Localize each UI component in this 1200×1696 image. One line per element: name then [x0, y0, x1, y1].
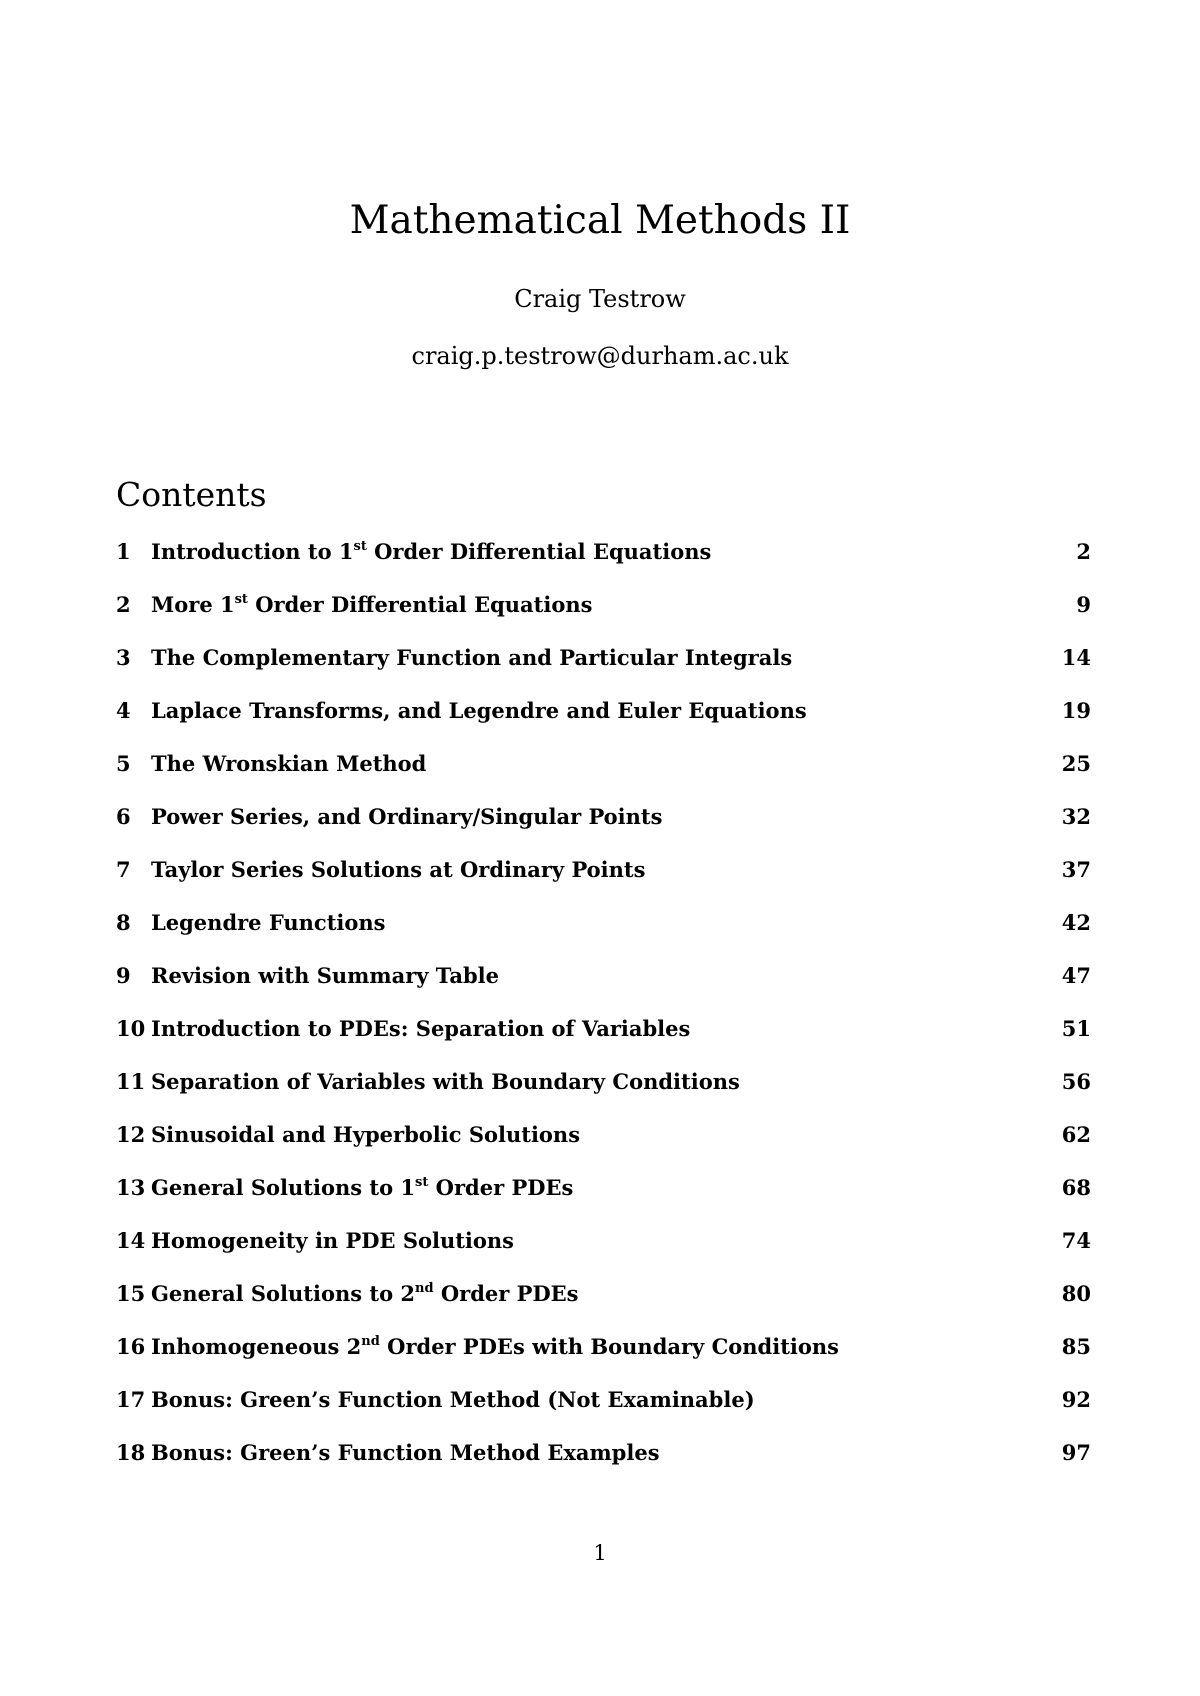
toc-section-number: 12 — [116, 1122, 146, 1147]
toc-title-text: Introduction to PDEs: Separation of Variables — [151, 1016, 691, 1041]
toc-section-title — [151, 1067, 1062, 1097]
toc-entry[interactable] — [116, 1014, 1091, 1067]
toc-entry[interactable] — [116, 855, 1091, 908]
toc-page-number: 97 — [1061, 1440, 1091, 1465]
toc-section-title — [151, 1279, 1062, 1309]
toc-section-title — [151, 590, 1076, 620]
toc-section-number: 14 — [116, 1228, 146, 1253]
toc-title-text: Taylor Series Solutions at Ordinary Points — [151, 857, 646, 882]
toc-section-title — [151, 1226, 1062, 1256]
toc-entry[interactable] — [116, 696, 1091, 749]
toc-title-text: General Solutions to 1 — [151, 1175, 416, 1200]
toc-title-text: Bonus: Green’s Function Method (Not Examinable) — [151, 1387, 755, 1412]
toc-page-number: 14 — [1061, 645, 1091, 670]
contents-heading: Contents — [116, 475, 267, 514]
toc-title-text: Order PDEs — [428, 1175, 574, 1200]
toc-entry[interactable] — [116, 1226, 1091, 1279]
toc-page-number: 68 — [1061, 1175, 1091, 1200]
toc-entry[interactable] — [116, 802, 1091, 855]
toc-section-title — [151, 696, 1062, 726]
toc-section-number: 16 — [116, 1334, 146, 1359]
toc-title-text: Bonus: Green’s Function Method Examples — [151, 1440, 660, 1465]
toc-title-text: Sinusoidal and Hyperbolic Solutions — [151, 1122, 581, 1147]
toc-page-number: 2 — [1076, 539, 1091, 564]
toc-page-number: 62 — [1061, 1122, 1091, 1147]
toc-section-number: 9 — [116, 963, 131, 988]
toc-section-title — [151, 802, 1062, 832]
toc-section-title — [151, 537, 1076, 567]
toc-section-number: 1 — [116, 539, 131, 564]
toc-section-number: 17 — [116, 1387, 146, 1412]
toc-entry[interactable] — [116, 1279, 1091, 1332]
table-of-contents — [116, 537, 1091, 1491]
toc-page-number: 47 — [1061, 963, 1091, 988]
page-number: 1 — [593, 1541, 607, 1565]
toc-entry[interactable] — [116, 1332, 1091, 1385]
author-name: Craig Testrow — [514, 285, 686, 313]
toc-section-title — [151, 1014, 1062, 1044]
toc-section-title — [151, 855, 1062, 885]
toc-title-text: Order Differential Equations — [366, 539, 712, 564]
toc-section-title — [151, 1120, 1062, 1150]
toc-entry[interactable] — [116, 1173, 1091, 1226]
toc-section-number: 11 — [116, 1069, 146, 1094]
toc-page-number: 37 — [1061, 857, 1091, 882]
ordinal-suffix: st — [234, 592, 248, 607]
ordinal-suffix: nd — [361, 1334, 380, 1349]
toc-page-number: 80 — [1061, 1281, 1091, 1306]
toc-section-title — [151, 643, 1062, 673]
toc-entry[interactable] — [116, 1385, 1091, 1438]
toc-title-text: Power Series, and Ordinary/Singular Points — [151, 804, 663, 829]
toc-title-text: Separation of Variables with Boundary Conditions — [151, 1069, 740, 1094]
toc-section-title — [151, 1385, 1062, 1415]
toc-title-text: Inhomogeneous 2 — [151, 1334, 362, 1359]
toc-title-text: Revision with Summary Table — [151, 963, 500, 988]
ordinal-suffix: st — [353, 539, 367, 554]
toc-section-number: 15 — [116, 1281, 146, 1306]
toc-entry[interactable] — [116, 908, 1091, 961]
toc-title-text: More 1 — [151, 592, 235, 617]
toc-title-text: Order Differential Equations — [247, 592, 593, 617]
toc-title-text: Legendre Functions — [151, 910, 386, 935]
toc-section-title — [151, 1438, 1062, 1468]
toc-section-title — [151, 1332, 1062, 1362]
toc-page-number: 74 — [1061, 1228, 1091, 1253]
toc-section-number: 2 — [116, 592, 131, 617]
toc-title-text: The Wronskian Method — [151, 751, 427, 776]
toc-section-number: 18 — [116, 1440, 146, 1465]
toc-page-number: 32 — [1061, 804, 1091, 829]
toc-section-number: 3 — [116, 645, 131, 670]
toc-page-number: 9 — [1076, 592, 1091, 617]
toc-section-title — [151, 961, 1062, 991]
ordinal-suffix: st — [415, 1175, 429, 1190]
toc-page-number: 51 — [1061, 1016, 1091, 1041]
toc-page-number: 92 — [1061, 1387, 1091, 1412]
toc-section-number: 6 — [116, 804, 131, 829]
toc-entry[interactable] — [116, 643, 1091, 696]
toc-title-text: Order PDEs with Boundary Conditions — [379, 1334, 839, 1359]
toc-entry[interactable] — [116, 590, 1091, 643]
toc-section-number: 4 — [116, 698, 131, 723]
toc-section-title — [151, 1173, 1062, 1203]
toc-section-number: 8 — [116, 910, 131, 935]
toc-page-number: 85 — [1061, 1334, 1091, 1359]
document-title: Mathematical Methods II — [349, 198, 851, 243]
ordinal-suffix: nd — [415, 1281, 434, 1296]
toc-section-number: 13 — [116, 1175, 146, 1200]
toc-page-number: 42 — [1061, 910, 1091, 935]
toc-section-number: 7 — [116, 857, 131, 882]
toc-section-number: 10 — [116, 1016, 146, 1041]
toc-entry[interactable] — [116, 537, 1091, 590]
toc-section-title — [151, 749, 1062, 779]
toc-title-text: Laplace Transforms, and Legendre and Euler Equations — [151, 698, 807, 723]
toc-title-text: Introduction to 1 — [151, 539, 354, 564]
toc-section-number: 5 — [116, 751, 131, 776]
toc-section-title — [151, 908, 1062, 938]
toc-page-number: 25 — [1061, 751, 1091, 776]
toc-title-text: Order PDEs — [433, 1281, 579, 1306]
toc-title-text: The Complementary Function and Particular Integrals — [151, 645, 793, 670]
toc-page-number: 56 — [1061, 1069, 1091, 1094]
toc-entry[interactable] — [116, 1438, 1091, 1491]
toc-title-text: General Solutions to 2 — [151, 1281, 416, 1306]
toc-page-number: 19 — [1061, 698, 1091, 723]
toc-entry[interactable] — [116, 1067, 1091, 1120]
toc-title-text: Homogeneity in PDE Solutions — [151, 1228, 515, 1253]
toc-entry[interactable] — [116, 1120, 1091, 1173]
toc-entry[interactable] — [116, 961, 1091, 1014]
author-email: craig.p.testrow@durham.ac.uk — [411, 342, 789, 370]
toc-entry[interactable] — [116, 749, 1091, 802]
